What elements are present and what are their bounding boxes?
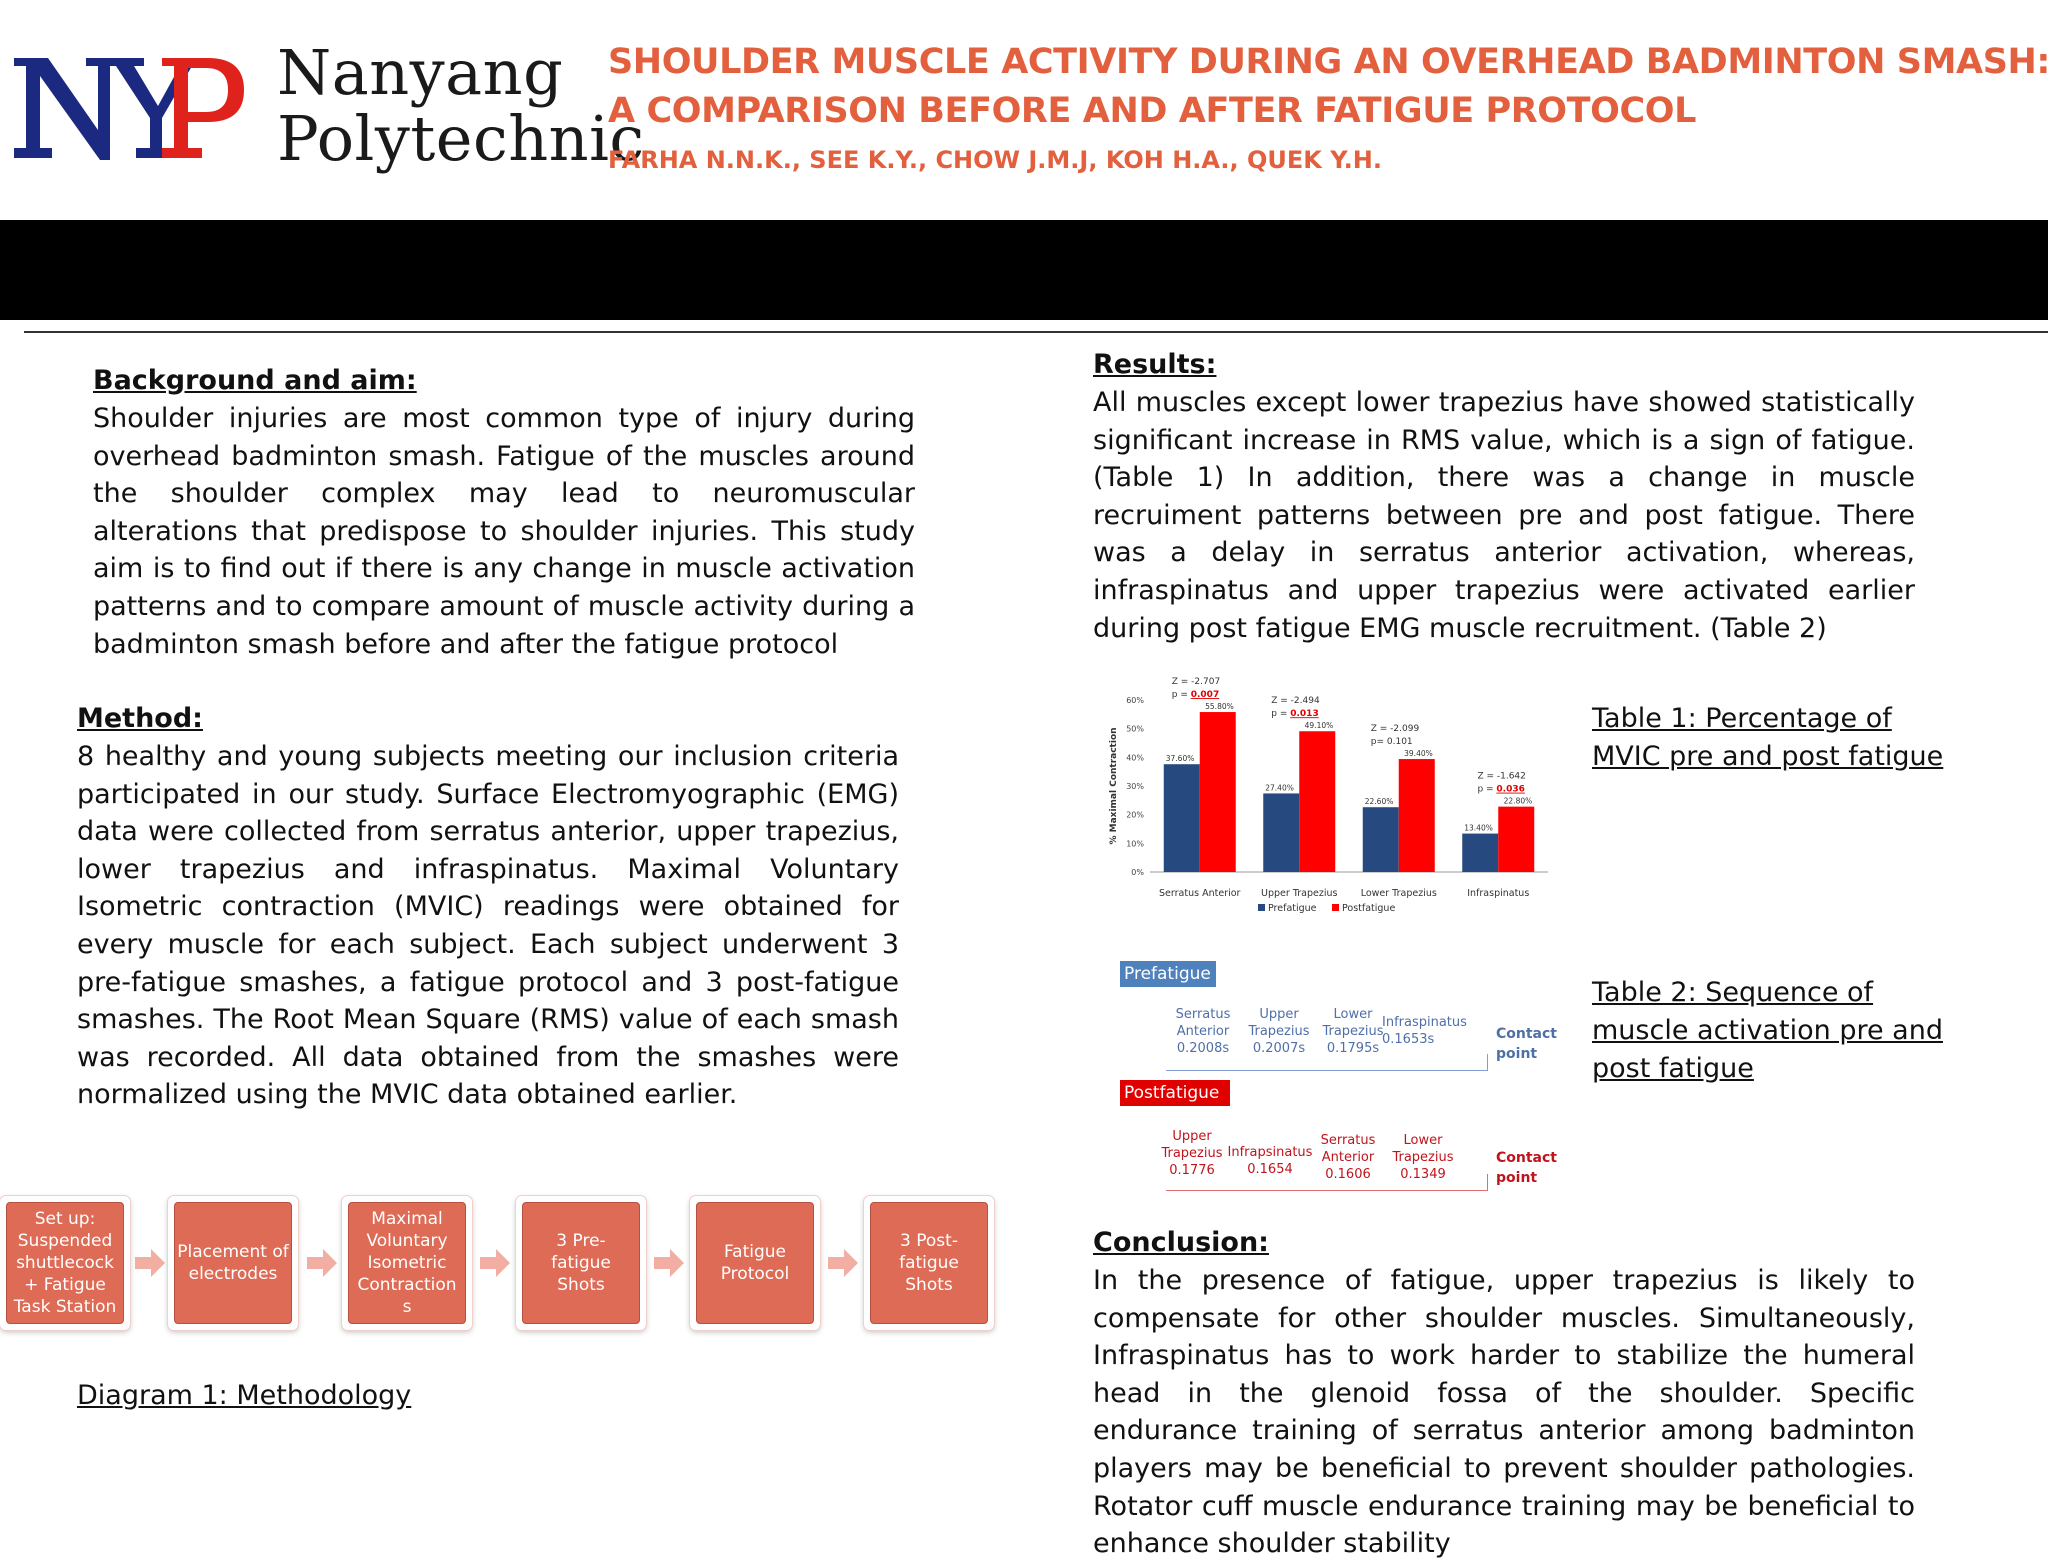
data-label: 49.10% (1304, 721, 1334, 731)
sequence-item-name: Trapezius (1248, 1024, 1310, 1039)
sequence-item (1166, 1006, 1240, 1057)
p-value-number: 0.101 (1386, 737, 1413, 748)
logo-text-line2: Polytechnic (277, 102, 645, 175)
mvic-bar-chart (1096, 664, 1556, 916)
logo-text-line1: Nanyang (277, 36, 564, 109)
p-value-number: 0.036 (1496, 784, 1525, 795)
sequence-item-name: Trapezius (1322, 1024, 1384, 1039)
data-label: 13.40% (1464, 823, 1493, 833)
bar (1399, 759, 1435, 872)
right-arrow-icon (652, 1246, 686, 1280)
sequence-item-time: 0.1795s (1326, 1041, 1380, 1056)
table2-caption: Table 2: Sequence of muscle activation pre and post fatigue (1592, 977, 1943, 1084)
p-value (1477, 785, 1524, 795)
flow-step-label: Maximal Voluntary Isometric Contraction s (348, 1202, 466, 1324)
title-line-1: SHOULDER MUSCLE ACTIVITY DURING AN OVERHEAD BADMINTON SMASH: (608, 42, 2050, 82)
sequence-item (1224, 1144, 1316, 1178)
y-tick-label: 20% (1126, 810, 1144, 820)
right-arrow-icon (826, 1246, 860, 1280)
right-arrow-icon (133, 1246, 167, 1280)
sequence-item-name: Upper (1172, 1129, 1212, 1144)
bar (1498, 807, 1534, 872)
sequence-item-time: 0.1606 (1325, 1167, 1371, 1182)
z-statistic: Z = -2.494 (1271, 696, 1320, 707)
logo-wordmark (277, 36, 645, 175)
authors: FARHA N.N.K., SEE K.Y., CHOW J.M.J, KOH H.A., QUEK Y.H. (608, 146, 1382, 174)
postfatigue-timeline (1166, 1190, 1488, 1191)
x-tick-label: Infraspinatus (1467, 888, 1530, 899)
contact-label: point (1496, 1170, 1538, 1186)
x-tick-label: Serratus Anterior (1159, 888, 1241, 899)
y-tick-label: 60% (1126, 696, 1144, 705)
flow-step (516, 1196, 646, 1330)
sequence-item (1242, 1006, 1316, 1057)
z-statistic: Z = -2.099 (1370, 724, 1420, 735)
legend-swatch (1258, 904, 1265, 911)
bar (1363, 807, 1399, 872)
contact-label: Contact (1496, 1150, 1557, 1166)
sequence-item-name: Lower (1403, 1133, 1443, 1148)
sequence-item-time: 0.1654 (1247, 1162, 1293, 1177)
p-value (1271, 709, 1318, 719)
right-arrow-icon (478, 1246, 512, 1280)
flow-step (864, 1196, 994, 1330)
legend-label: Prefatigue (1268, 903, 1317, 914)
p-value (1172, 690, 1219, 700)
p-value-number: 0.013 (1290, 709, 1319, 720)
data-label: 22.60% (1364, 797, 1394, 807)
table1-caption: Table 1: Percentage of MVIC pre and post fatigue (1592, 703, 1944, 772)
legend-swatch (1332, 904, 1339, 911)
data-label: 27.40% (1265, 783, 1294, 793)
bar (1263, 793, 1299, 872)
contact-point-pre (1496, 1024, 1557, 1064)
y-tick-label: 0% (1131, 868, 1144, 877)
sequence-item-name: Trapezius (1161, 1146, 1223, 1161)
title-line-2: A COMPARISON BEFORE AND AFTER FATIGUE PROTOCOL (608, 91, 1697, 131)
sequence-item-name: Infrapsinatus (1227, 1145, 1313, 1160)
sequence-item (1388, 1132, 1458, 1183)
conclusion-section (1093, 1224, 1915, 1563)
nyp-logo-mark (12, 48, 242, 168)
sequence-item-time: 0.1776 (1169, 1163, 1215, 1178)
p-value-prefix: p = (1477, 784, 1497, 795)
x-tick-label: Upper Trapezius (1261, 888, 1338, 899)
right-arrow-icon (305, 1246, 339, 1280)
prefatigue-timeline-end (1487, 1054, 1488, 1071)
sequence-item-name: Serratus (1175, 1007, 1231, 1022)
y-tick-label: 50% (1126, 724, 1144, 734)
conclusion-heading: Conclusion: (1093, 1227, 1269, 1258)
methodology-diagram (0, 1196, 1000, 1332)
nyp-logo (12, 36, 645, 175)
p-value-prefix: p = (1171, 690, 1191, 701)
conclusion-text: In the presence of fatigue, upper trapezius is likely to compensate for other shoulder muscles. Simultaneously, Infraspinatus has to work harder to stabilize the humeral head in the glenoid fossa of the shoulder. Specific endurance training of serratus anterior among badminton players may be beneficial to prevent shoulder pathologies. Rotator cuff muscle endurance training may be beneficial to enhance shoulder stability (1093, 1265, 1915, 1560)
background-heading: Background and aim: (93, 365, 417, 396)
sequence-item-time: 0.2008s (1176, 1041, 1230, 1056)
data-label: 55.80% (1205, 702, 1234, 712)
sequence-item (1382, 1014, 1482, 1048)
p-value-prefix: p = (1271, 709, 1291, 720)
background-text: Shoulder injuries are most common type of injury during overhead badminton smash. Fatigue of the muscles around the shoulder complex may lead to neuromuscular alterations that predispose to shoulder injuries. This study aim is to find out if there is any change in muscle activation patterns and to compare amount of muscle activity during a badminton smash before and after the fatigue protocol (93, 403, 915, 660)
sequence-item-time: 0.1653s (1382, 1032, 1435, 1047)
activation-sequence-table (1112, 958, 1562, 1198)
flow-step-label: Placement of electrodes (174, 1202, 292, 1324)
p-value-number: 0.007 (1190, 690, 1220, 701)
header-band (0, 220, 2048, 320)
prefatigue-label: Prefatigue (1120, 961, 1216, 987)
sequence-item-name: Serratus (1320, 1133, 1376, 1148)
bar (1462, 834, 1498, 872)
method-section (77, 700, 899, 1114)
z-statistic: Z = -1.642 (1477, 771, 1526, 782)
divider-rule (24, 331, 2048, 333)
chart-canvas (1096, 664, 1556, 916)
flow-step-label: 3 Pre- fatigue Shots (522, 1202, 640, 1324)
bar (1164, 764, 1200, 872)
y-tick-label: 40% (1126, 753, 1144, 763)
results-section (1093, 346, 1915, 647)
results-text: All muscles except lower trapezius have showed statistically significant increase in RMS value, which is a sign of fatigue. (Table 1) In addition, there was a change in muscle recruiment patterns between pre and post fatigue. There was a delay in serratus anterior activation, whereas, infraspinatus and upper trapezius were activated earlier during post fatigue EMG muscle recruitment. (Table 2) (1093, 387, 1915, 644)
bar (1299, 731, 1335, 872)
poster-title (608, 38, 2050, 180)
method-text: 8 healthy and young subjects meeting our inclusion criteria participated in our study. Surface Electromyographic (EMG) data were collected from serratus anterior, upper trapezius, lower trapezius and infraspinatus. Maximal Voluntary Isometric contraction (MVIC) readings were obtained for every muscle for each subject. Each subject underwent 3 pre-fatigue smashes, a fatigue protocol and 3 post-fatigue smashes. The Root Mean Square (RMS) value of each smash was recorded. All data obtained from the smashes were normalized using the MVIC data obtained earlier. (77, 741, 899, 1111)
results-heading: Results: (1093, 349, 1217, 380)
data-label: 22.80% (1503, 796, 1533, 806)
x-tick-label: Lower Trapezius (1360, 888, 1437, 899)
method-heading: Method: (77, 703, 203, 734)
sequence-item-name: Anterior (1321, 1150, 1375, 1165)
data-label: 37.60% (1165, 754, 1195, 764)
contact-label: point (1496, 1046, 1538, 1062)
prefatigue-timeline (1166, 1070, 1488, 1071)
p-value-prefix: p= (1370, 737, 1387, 748)
flow-step-label: Set up: Suspended shuttlecock + Fatigue Task Station (6, 1202, 124, 1324)
y-axis-label: % Maximal Contraction (1109, 727, 1119, 845)
flow-step-label: Fatigue Protocol (696, 1202, 814, 1324)
postfatigue-timeline-end (1487, 1174, 1488, 1191)
postfatigue-label: Postfatigue (1120, 1080, 1230, 1106)
diagram-caption: Diagram 1: Methodology (77, 1380, 412, 1411)
contact-point-post (1496, 1148, 1557, 1188)
sequence-item-time: 0.2007s (1252, 1041, 1306, 1056)
sequence-item (1316, 1006, 1390, 1057)
y-tick-label: 10% (1126, 839, 1144, 849)
data-label: 39.40% (1404, 749, 1433, 759)
sequence-item-name: Lower (1333, 1007, 1373, 1022)
bar (1200, 712, 1236, 872)
contact-label: Contact (1496, 1026, 1557, 1042)
y-tick-label: 30% (1126, 782, 1144, 791)
z-statistic: Z = -2.707 (1171, 677, 1221, 688)
legend-label: Postfatigue (1342, 903, 1396, 914)
sequence-item-name: Infraspinatus (1382, 1015, 1467, 1030)
sequence-item (1316, 1132, 1380, 1183)
flow-step-label: 3 Post- fatigue Shots (870, 1202, 988, 1324)
flow-step (0, 1196, 130, 1330)
sequence-item-name: Anterior (1176, 1024, 1230, 1039)
sequence-item (1160, 1128, 1224, 1179)
flow-step (342, 1196, 472, 1330)
sequence-item-name: Trapezius (1392, 1150, 1454, 1165)
flow-step (690, 1196, 820, 1330)
sequence-item-name: Upper (1259, 1007, 1299, 1022)
p-value (1371, 737, 1413, 747)
sequence-item-time: 0.1349 (1400, 1167, 1446, 1182)
background-section (93, 362, 915, 663)
flow-step (168, 1196, 298, 1330)
